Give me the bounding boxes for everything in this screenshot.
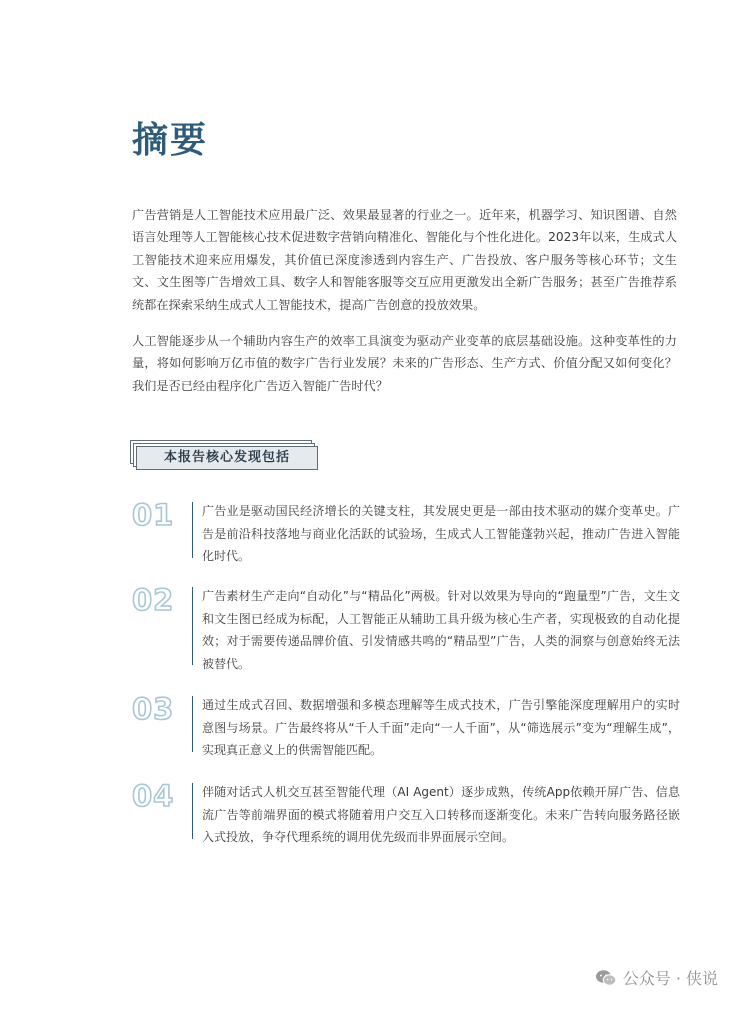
wechat-icon bbox=[595, 969, 617, 987]
findings-header bbox=[130, 440, 320, 472]
watermark bbox=[595, 966, 718, 989]
findings-header-label: 本报告核心发现包括 bbox=[163, 450, 290, 465]
finding-divider bbox=[192, 502, 193, 558]
finding-number: 04 bbox=[132, 779, 175, 813]
finding-divider bbox=[192, 696, 193, 752]
finding-number: 01 bbox=[132, 498, 175, 532]
finding-text: 广告素材生产走向“自动化”与“精品化”两极。针对以效果为导向的“跑量型”广告，文生文和文生图已经成为标配，人工智能正从辅助工具升级为核心生产者，实现极致的自动化提效；对于需要传递品牌价值、引发情感共鸣的“精品型”广告，人类的洞察与创意始终无法被替代。 bbox=[202, 589, 680, 671]
intro-paragraph-2: 人工智能逐步从一个辅助内容生产的效率工具演变为驱动产业变革的底层基础设施。这种变革性的力量，将如何影响万亿市值的数字广告行业发展？未来的广告形态、生产方式、价值分配又如何变化？我们是否已经由程序化广告迈入智能广告时代？ bbox=[132, 334, 677, 393]
watermark-text: 公众号 · 侠说 bbox=[622, 969, 718, 988]
finding-number: 02 bbox=[132, 583, 175, 617]
finding-number: 03 bbox=[132, 692, 175, 726]
finding-text: 通过生成式召回、数据增强和多模态理解等生成式技术，广告引擎能深度理解用户的实时意图与场景。广告最终将从“千人千面”走向“一人千面”，从“筛选展示”变为“理解生成”，实现真正意义上的供需智能匹配。 bbox=[202, 698, 680, 757]
page-title: 摘要 bbox=[132, 120, 209, 161]
finding-text: 广告业是驱动国民经济增长的关键支柱，其发展史更是一部由技术驱动的媒介变革史。广告是前沿科技落地与商业化活跃的试验场，生成式人工智能蓬勃兴起，推动广告进入智能化时代。 bbox=[202, 504, 680, 563]
intro-paragraph-1: 广告营销是人工智能技术应用最广泛、效果最显著的行业之一。近年来，机器学习、知识图谱、自然语言处理等人工智能核心技术促进数字营销向精准化、智能化与个性化进化。2023年以来，生成式人工智能技术迎来应用爆发，其价值已深度渗透到内容生产、广告投放、客户服务等核心环节；文生文、文生图等广告增效工具、数字人和智能客服等交互应用更激发出全新广告服务；甚至广告推荐系统都在探索采纳生成式人工智能技术，提高广告创意的投放效果。 bbox=[132, 208, 677, 312]
finding-divider bbox=[192, 783, 193, 839]
finding-text: 伴随对话式人机交互甚至智能代理（AI Agent）逐步成熟，传统App依赖开屏广告、信息流广告等前端界面的模式将随着用户交互入口转移而逐渐变化。未来广告转向服务路径嵌入式投放，争夺代理系统的调用优先级而非界面展示空间。 bbox=[202, 785, 680, 844]
finding-divider bbox=[192, 587, 193, 665]
